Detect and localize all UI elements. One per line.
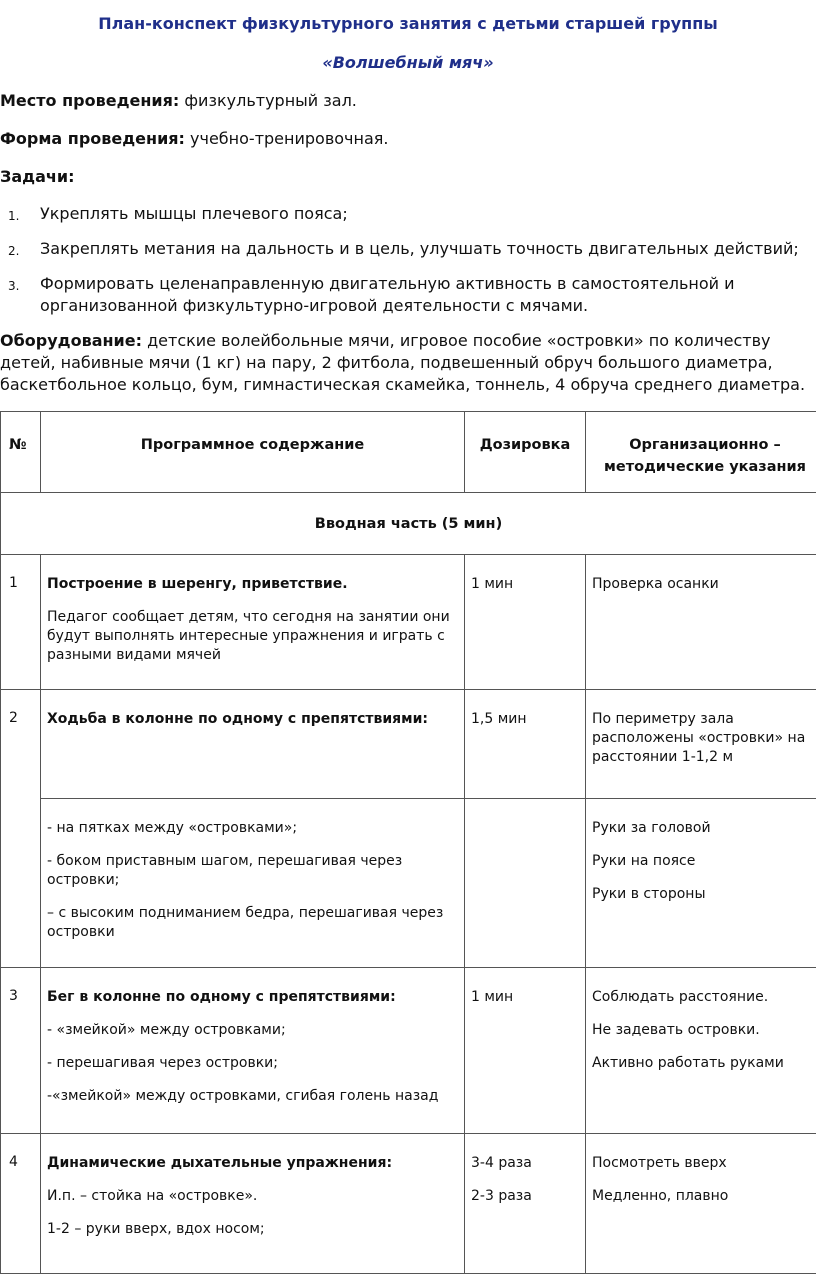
task-number: 2.	[8, 240, 19, 262]
notes-cell	[586, 690, 816, 799]
header-cell	[1, 412, 41, 493]
row-note: По периметру зала расположены «островки» на расстоянии 1-1,2 м	[592, 710, 810, 767]
dose-cell	[465, 555, 586, 690]
row-title: Ходьба в колонне по одному с препятствиями:	[47, 710, 458, 729]
row-note: Медленно, плавно	[592, 1187, 810, 1206]
row-line: - боком приставным шагом, перешагивая через островки;	[47, 852, 458, 890]
row-line: -«змейкой» между островками, сгибая голень назад	[47, 1087, 458, 1106]
row-title: Бег в колонне по одному с препятствиями:	[47, 988, 458, 1007]
header-content: Программное содержание	[41, 412, 464, 456]
row-dose: 1 мин	[471, 988, 579, 1007]
row-number: 3	[1, 968, 41, 1134]
content-cell	[41, 799, 465, 968]
row-line: И.п. – стойка на «островке».	[47, 1187, 458, 1206]
task-number: 1.	[8, 205, 19, 227]
equipment-label: Оборудование:	[0, 331, 142, 350]
content-cell	[41, 690, 465, 799]
row-note: Руки в стороны	[592, 885, 810, 904]
row-note: Активно работать руками	[592, 1054, 810, 1073]
row-note: Проверка осанки	[592, 575, 810, 594]
row-dose: 1 мин	[471, 575, 579, 594]
row-dose: 3-4 раза	[471, 1154, 579, 1173]
header-dosage: Дозировка	[465, 412, 585, 456]
row-line: - перешагивая через островки;	[47, 1054, 458, 1073]
row-title: Построение в шеренгу, приветствие.	[47, 575, 458, 594]
row-note: Не задевать островки.	[592, 1021, 810, 1040]
row-line: – с высоким подниманием бедра, перешагивая через островки	[47, 904, 458, 942]
form-line	[0, 128, 388, 150]
content-cell	[41, 968, 465, 1134]
dose-cell	[465, 799, 586, 968]
row-line: - на пятках между «островками»;	[47, 819, 458, 838]
header-cell	[465, 412, 586, 493]
row-dose: 1,5 мин	[471, 710, 579, 729]
page-subtitle: «Волшебный мяч»	[0, 53, 816, 72]
header-notes: Организационно – методические указания	[586, 412, 816, 478]
content-cell	[41, 1134, 465, 1274]
page-title: План-конспект физкультурного занятия с детьми старшей группы	[0, 14, 816, 33]
row-note: Руки за головой	[592, 819, 810, 838]
lesson-table	[0, 411, 816, 1274]
equipment-value: детские волейбольные мячи, игровое пособие «островки» по количеству детей, набивные мячи (1 кг) на пару, 2 фитбола, подвешенный обруч большого диаметра, баскетбольное кольцо, бум, гимнастическая скамейка, тоннель, 4 обруча среднего диаметра.	[0, 331, 805, 394]
task-text: Формировать целенаправленную двигательную активность в самостоятельной и организованной физкультурно-игровой деятельности с мячами.	[40, 273, 810, 317]
table-row	[1, 555, 816, 690]
dose-cell	[465, 690, 586, 799]
place-label: Место проведения:	[0, 91, 179, 110]
task-text: Укреплять мышцы плечевого пояса;	[40, 203, 810, 225]
content-cell	[41, 555, 465, 690]
notes-cell	[586, 555, 816, 690]
row-number: 1	[1, 555, 41, 690]
task-text: Закреплять метания на дальность и в цель, улучшать точность двигательных действий;	[40, 238, 810, 260]
row-line: Педагог сообщает детям, что сегодня на занятии они будут выполнять интересные упражнения и играть с разными видами мячей	[47, 608, 458, 665]
row-title: Динамические дыхательные упражнения:	[47, 1154, 458, 1173]
row-note: Посмотреть вверх	[592, 1154, 810, 1173]
dose-cell	[465, 968, 586, 1134]
row-line: 1-2 – руки вверх, вдох носом;	[47, 1220, 458, 1239]
row-number: 2	[1, 690, 41, 968]
notes-cell	[586, 799, 816, 968]
form-label: Форма проведения:	[0, 129, 185, 148]
section-title: Вводная часть (5 мин)	[1, 493, 816, 555]
row-line: - «змейкой» между островками;	[47, 1021, 458, 1040]
section-row	[1, 493, 816, 555]
dose-cell	[465, 1134, 586, 1274]
header-number: №	[9, 412, 40, 456]
tasks-label: Задачи:	[0, 166, 74, 188]
header-cell	[586, 412, 816, 493]
header-cell	[41, 412, 465, 493]
notes-cell	[586, 968, 816, 1134]
row-number: 4	[1, 1134, 41, 1274]
row-note: Соблюдать расстояние.	[592, 988, 810, 1007]
task-number: 3.	[8, 275, 19, 297]
table-header-row	[1, 412, 816, 493]
table-row	[1, 690, 816, 799]
form-value: учебно-тренировочная.	[185, 129, 389, 148]
place-line	[0, 90, 357, 112]
equipment-paragraph	[0, 330, 812, 396]
notes-cell	[586, 1134, 816, 1274]
row-dose: 2-3 раза	[471, 1187, 579, 1206]
table-row	[1, 968, 816, 1134]
row-note: Руки на поясе	[592, 852, 810, 871]
table-row	[1, 1134, 816, 1274]
place-value: физкультурный зал.	[179, 91, 357, 110]
table-row	[1, 799, 816, 968]
